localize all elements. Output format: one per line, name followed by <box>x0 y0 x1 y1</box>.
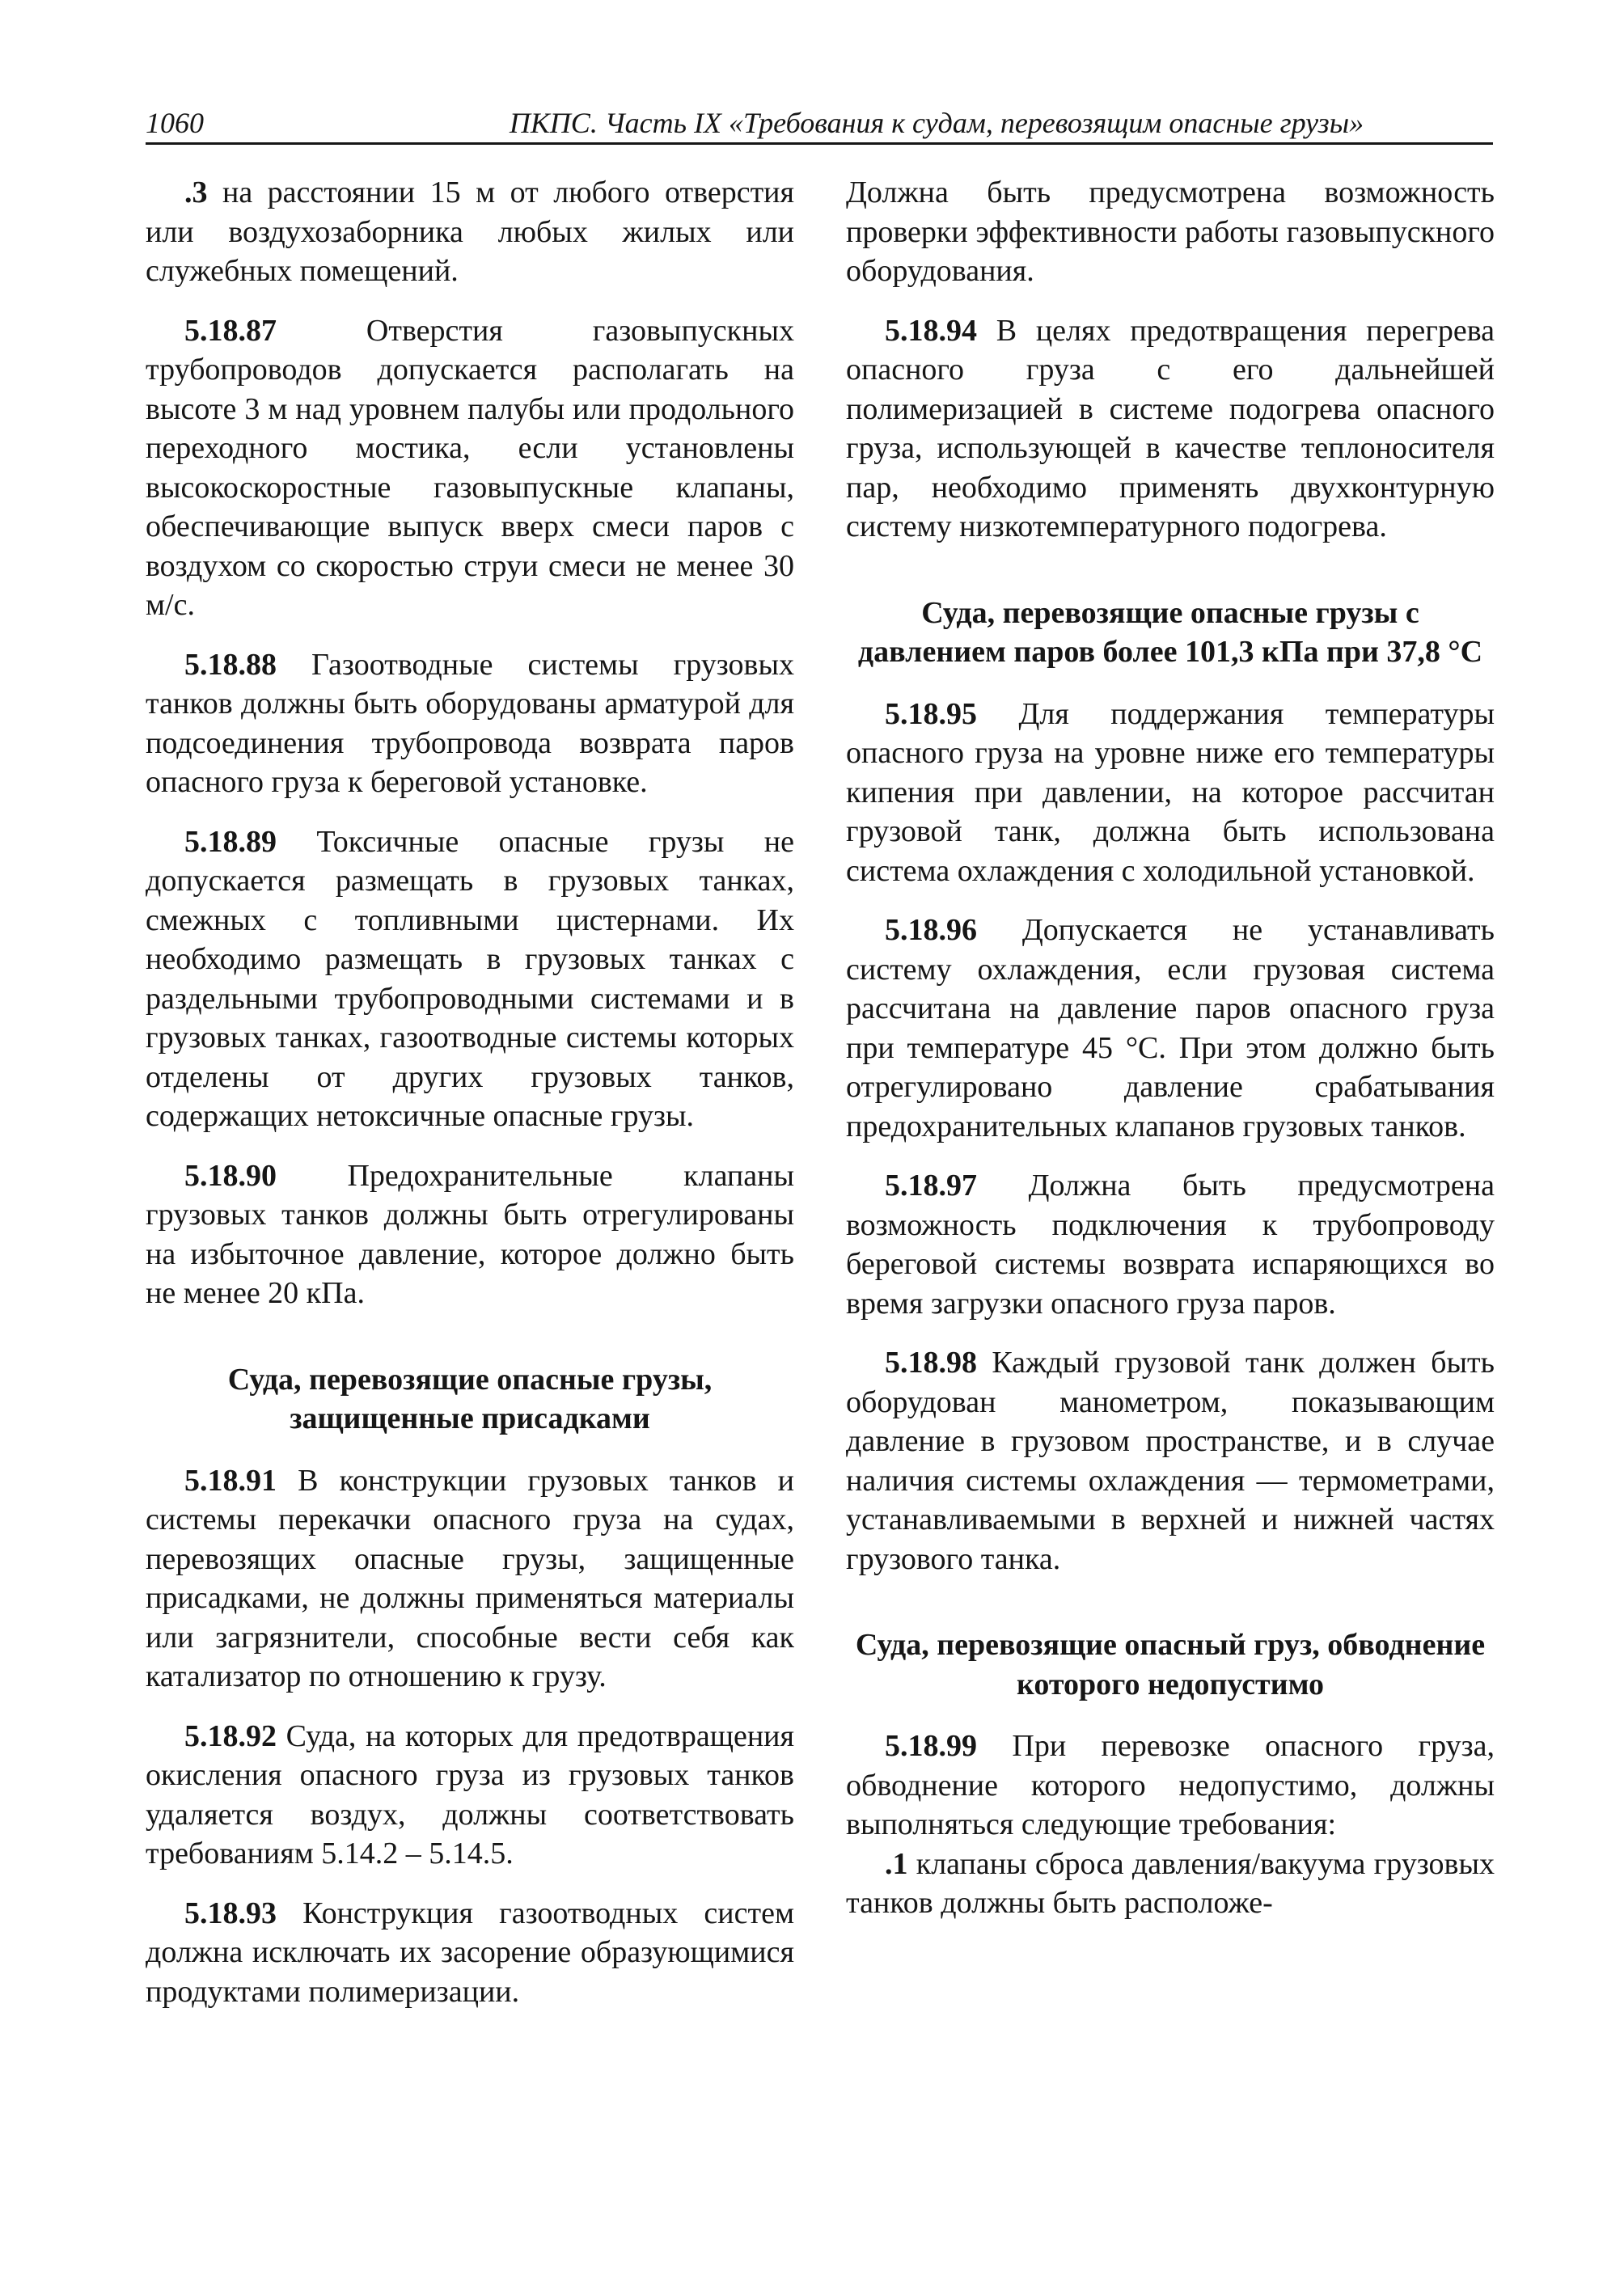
clause-text: Суда, на которых для предотвращения окисления опасного груза из грузовых танков удаляется воздух, должны соответствовать требованиям 5.14.2 – 5.14.5. <box>146 1718 794 1870</box>
clause-number: .3 <box>184 175 208 209</box>
clause-number: 5.18.93 <box>184 1896 277 1930</box>
paragraph-5-18-94 <box>846 311 1495 547</box>
clause-text: Допускается не устанавливать систему охлаждения, если грузовая система рассчитана на давление паров опасного груза при температуре 45 °С. При этом должно быть отрегулировано давление срабатывания предохранительных клапанов грузовых танков. <box>846 913 1495 1143</box>
clause-text: клапаны сброса давления/вакуума грузовых танков должны быть расположе- <box>846 1846 1495 1920</box>
clause-number: 5.18.99 <box>885 1729 977 1763</box>
page-number: 1060 <box>146 107 204 139</box>
paragraph-5-18-86-3 <box>146 173 794 291</box>
header-rule <box>146 142 1493 145</box>
clause-text: В конструкции грузовых танков и системы перекачки опасного груза на судах, перевозящих опасные грузы, защищенные присадками, не должны применяться материалы или загрязнители, способные вести себя как катализатор по отношению к грузу. <box>146 1463 794 1693</box>
clause-number: 5.18.88 <box>184 647 277 682</box>
clause-text: Каждый грузовой танк должен быть оборудован манометром, показывающим давление в грузовом пространстве, и в случае наличия системы охлаждения — термометрами, устанавливаемыми в верхней и нижней частях грузового танка. <box>846 1346 1495 1576</box>
paragraph-5-18-93-continued: Должна быть предусмотрена возможность проверки эффективности работы газовыпускного оборудования. <box>846 175 1495 288</box>
clause-number: 5.18.98 <box>885 1346 977 1380</box>
clause-text: на расстоянии 15 м от любого отверстия или воздухозаборника любых жилых или служебных помещений. <box>146 175 794 288</box>
paragraph-5-18-89 <box>146 822 794 1136</box>
clause-number: 5.18.95 <box>885 696 977 731</box>
section-heading-additives: Суда, перевозящие опасные грузы, защищенные присадками <box>227 1362 713 1435</box>
paragraph-5-18-95 <box>846 695 1495 891</box>
clause-text: Токсичные опасные грузы не допускается размещать в грузовых танках, смежных с топливными цистернами. Их необходимо размещать в грузовых танках с раздельными трубопроводными системами и в грузовых танках, газоотводные системы которых отделены от других грузовых танков, содержащих нетоксичные опасные грузы. <box>146 824 794 1133</box>
clause-text: При перевозке опасного груза, обводнение которого недопустимо, должны выполняться следующие требования: <box>846 1729 1495 1841</box>
clause-number: 5.18.91 <box>184 1463 277 1498</box>
clause-number: 5.18.90 <box>184 1158 277 1193</box>
clause-number: .1 <box>885 1846 908 1881</box>
page-header <box>146 104 1493 142</box>
paragraph-5-18-88 <box>146 645 794 802</box>
paragraph-5-18-99 <box>846 1727 1495 1845</box>
clause-number: 5.18.96 <box>885 913 977 947</box>
paragraph-5-18-97 <box>846 1166 1495 1323</box>
clause-text: Конструкция газоотводных систем должна исключать их засорение образующимися продуктами полимеризации. <box>146 1896 794 2009</box>
paragraph-5-18-99-1 <box>846 1845 1495 1923</box>
right-column <box>846 173 1495 1923</box>
clause-text: Для поддержания температуры опасного груза на уровне ниже его температуры кипения при давлении, на которое рассчитан грузовой танк, должна быть использована система охлаждения с холодильной установкой. <box>846 696 1495 888</box>
clause-number: 5.18.97 <box>885 1169 977 1203</box>
clause-number: 5.18.92 <box>184 1718 277 1753</box>
clause-number: 5.18.87 <box>184 313 277 348</box>
clause-text: Газоотводные системы грузовых танков должны быть оборудованы арматурой для подсоединения трубопровода возврата паров опасного груза к береговой установке. <box>146 647 794 799</box>
clause-text: Должна быть предусмотрена возможность подключения к трубопроводу береговой системы возврата испаряющихся во время загрузки опасного груза паров. <box>846 1169 1495 1321</box>
running-title: ПКПС. Часть IX «Требования к судам, перевозящим опасные грузы» <box>509 107 1364 139</box>
clause-text: Предохранительные клапаны грузовых танков должны быть отрегулированы на избыточное давление, которое должно быть не менее 20 кПа. <box>146 1158 794 1310</box>
left-column <box>146 173 794 2011</box>
section-heading-water-sensitive: Суда, перевозящие опасный груз, обводнение которого недопустимо <box>855 1628 1486 1701</box>
paragraph-5-18-96 <box>846 911 1495 1146</box>
clause-number: 5.18.94 <box>885 313 977 348</box>
paragraph-5-18-90 <box>146 1156 794 1313</box>
paragraph-5-18-87 <box>146 311 794 625</box>
paragraph-5-18-93 <box>146 1894 794 2012</box>
clause-number: 5.18.89 <box>184 824 277 859</box>
paragraph-5-18-92 <box>146 1717 794 1874</box>
section-heading-vapour-pressure: Суда, перевозящие опасные грузы с давлением паров более 101,3 кПа при 37,8 °С <box>857 595 1483 669</box>
paragraph-5-18-91 <box>146 1461 794 1697</box>
clause-text: Отверстия газовыпускных трубопроводов допускается располагать на высоте 3 м над уровнем палубы или продольного переходного мостика, если установлены высокоскоростные газовыпускные клапаны, обеспечивающие выпуск вверх смеси паров с воздухом со скоростью струи смеси не менее 30 м/с. <box>146 313 794 622</box>
clause-text: В целях предотвращения перегрева опасного груза с его дальнейшей полимеризацией в системе подогрева опасного груза, использующей в качестве теплоносителя пар, необходимо применять двухконтурную систему низкотемпературного подогрева. <box>846 313 1495 543</box>
paragraph-5-18-98 <box>846 1343 1495 1579</box>
